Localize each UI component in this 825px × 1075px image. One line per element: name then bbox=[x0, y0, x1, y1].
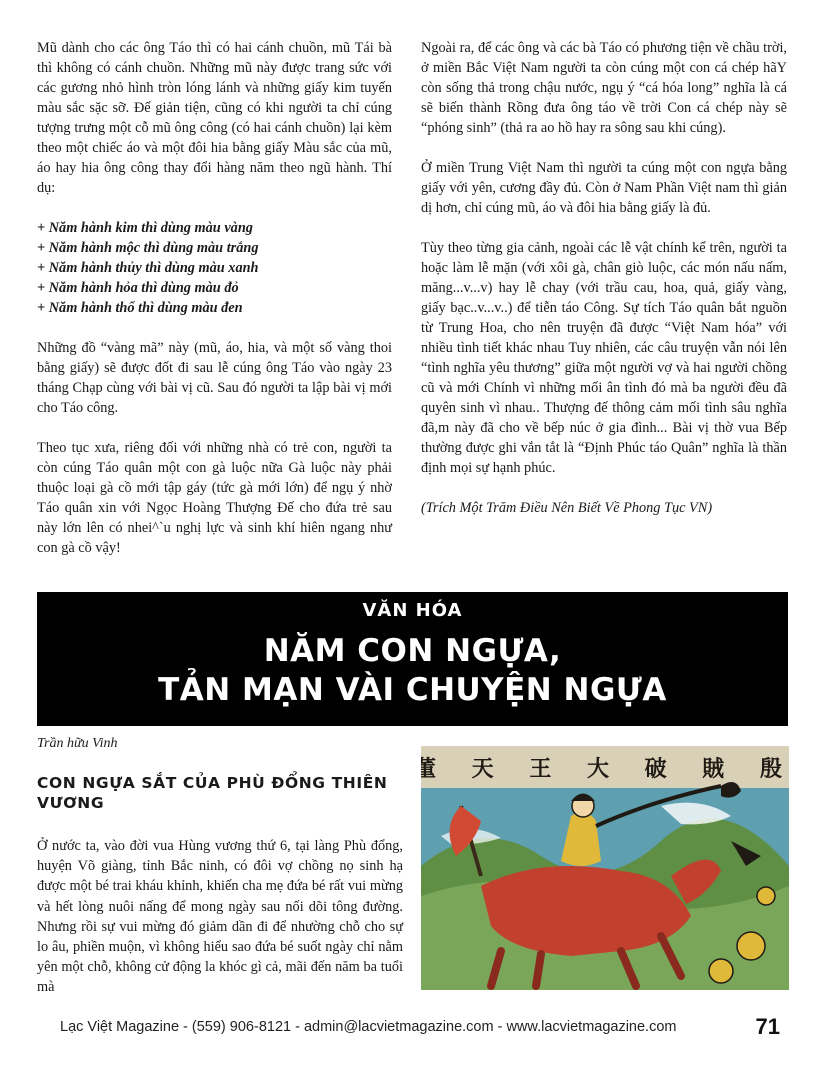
body-paragraph: Những đồ “vàng mã” này (mũ, áo, hia, và một số vàng thoi bằng giấy) sẽ được đốt đi sau lễ cúng ông Táo vào ngày 23 tháng Chạp cùng với bài vị cũ. Sau đó người ta lập bài vị mới cho Táo công. bbox=[37, 340, 392, 416]
footer-contact-line: Lạc Việt Magazine - (559) 906-8121 - admin@lacvietmagazine.com - www.lacvietmagazine.com bbox=[60, 1019, 677, 1035]
article-body: Ở nước ta, vào đời vua Hùng vương thứ 6, tại làng Phù đổng, huyện Võ giàng, tỉnh Bắc ninh, có đôi vợ chồng nọ sinh hạ được một bé trai kháu khỉnh, khiến cha mẹ đứa bé rất vui mừng và hết lòng nuôi nấng để mong ngày sau nối dõi tông đường. Nhưng rồi sự vui mừng đó giảm dần đi để nhường chỗ cho sự lo âu, phiền muộn, vì không hiểu sao đứa bé suốt ngày chỉ nằm yên một chỗ, không cử động la khóc gì cả, mãi đến năm ba tuổi mà bbox=[37, 838, 403, 996]
list-item: + Năm hành mộc thì dùng màu trắng bbox=[37, 240, 259, 256]
list-item: + Năm hành hỏa thì dùng màu đỏ bbox=[37, 280, 239, 296]
body-paragraph: Tùy theo từng gia cảnh, ngoài các lễ vật chính kể trên, người ta hoặc làm lễ mặn (với xôi gà, chân giò luộc, các món nấu nấm, măng...v...v) hay lễ chay (với trầu cau, hoa, quả, giấy vàng, giấy bạc..v...v..) để tiễn táo Công. Sự tích Táo quân bắt nguồn từ Trung Hoa, cho nên truyện đã được “Việt Nam hóa” với nhiều tình tiết khác nhau Tuy nhiên, các câu truyện vẫn nói lên “tình nghĩa yêu thương” giữa một người vợ và hai người chồng cũ và mới Chính vì những mối ân tình đó mà ba người đều đã quyên sinh vì nhau.. Thượng đế thông cảm mối tình sâu nghĩa đã,m này đã cho về bếp núc ở gia đình... Bài vị thờ vua Bếp thường được ghi vắn tắt là “Định Phúc táo Quân” nghĩa là thần định mọi sự hạnh phúc. bbox=[421, 240, 787, 476]
section-label: VĂN HÓA bbox=[362, 600, 463, 621]
left-column bbox=[37, 38, 392, 578]
article-headline bbox=[37, 632, 788, 710]
right-column bbox=[421, 38, 787, 538]
author-byline: Trần hữu Vinh bbox=[37, 736, 118, 751]
body-paragraph: Mũ dành cho các ông Táo thì có hai cánh chuồn, mũ Tái bà thì không có cánh chuồn. Những mũ này được trang sức với các gương nhỏ hình tròn lóng lánh và những giấy kim tuyến màu sắc sặc sỡ. Để giản tiện, cũng có khi người ta chỉ cúng tượng trưng một cỗ mũ ông công (có hai cánh chuồn) lại kèm theo một chiếc áo và một đôi hia bằng giấy Màu sắc của mũ, áo hay hia ông công thay đổi hàng năm theo ngũ hành. Thí dụ: bbox=[37, 40, 392, 196]
five-elements-list bbox=[37, 218, 392, 318]
headline-line: TẢN MẠN VÀI CHUYỆN NGỰA bbox=[158, 672, 667, 708]
list-item: + Năm hành thủy thì dùng màu xanh bbox=[37, 260, 259, 276]
body-paragraph: Ngoài ra, để các ông và các bà Táo có phương tiện về chầu trời, ở miền Bắc Việt Nam người ta còn cúng một con cá chép hãY còn sống thả trong chậu nước, ngụ ý “cá hóa long” nghĩa là cá sẽ biến thành Rồng đưa ông táo về trời Con cá chép này sẽ “phóng sinh” (thả ra ao hồ hay ra sông sau khi cúng). bbox=[421, 40, 787, 136]
body-paragraph: Ở miền Trung Việt Nam thì người ta cúng một con ngựa bằng giấy với yên, cương đầy đủ. Còn ở Nam Phần Việt nam thì giản dị hơn, chỉ cúng mũ, áo và đôi hia bằng giấy là đủ. bbox=[421, 160, 787, 216]
article-subtitle: CON NGỰA SẮT CỦA PHÙ ĐỔNG THIÊN VƯƠNG bbox=[37, 774, 388, 812]
page-footer bbox=[60, 1016, 780, 1040]
headline-line: NĂM CON NGỰA, bbox=[263, 633, 562, 669]
painting-caption: 董 天 王 大 破 賊 殷 bbox=[421, 757, 789, 782]
list-item: + Năm hành thổ thì dùng màu đen bbox=[37, 300, 243, 316]
folk-painting-image bbox=[421, 746, 789, 990]
section-banner bbox=[37, 592, 788, 726]
page-number: 71 bbox=[755, 1014, 780, 1039]
source-citation: (Trích Một Trăm Điều Nên Biết Về Phong Tục VN) bbox=[421, 500, 713, 516]
list-item: + Năm hành kim thì dùng màu vàng bbox=[37, 220, 253, 236]
body-paragraph: Theo tục xưa, riêng đối với những nhà có trẻ con, người ta còn cúng Táo quân một con gà luộc nữa Gà luộc này phải thuộc loại gà cồ mới tập gáy (tức gà mới lớn) để ngụ ý nhờ Táo quân xin với Ngọc Hoàng Thượng Đế cho đứa trẻ sau này lớn lên có nhei^`u nghị lực và sinh khí hiên ngang như con gà cồ vậy! bbox=[37, 440, 392, 556]
